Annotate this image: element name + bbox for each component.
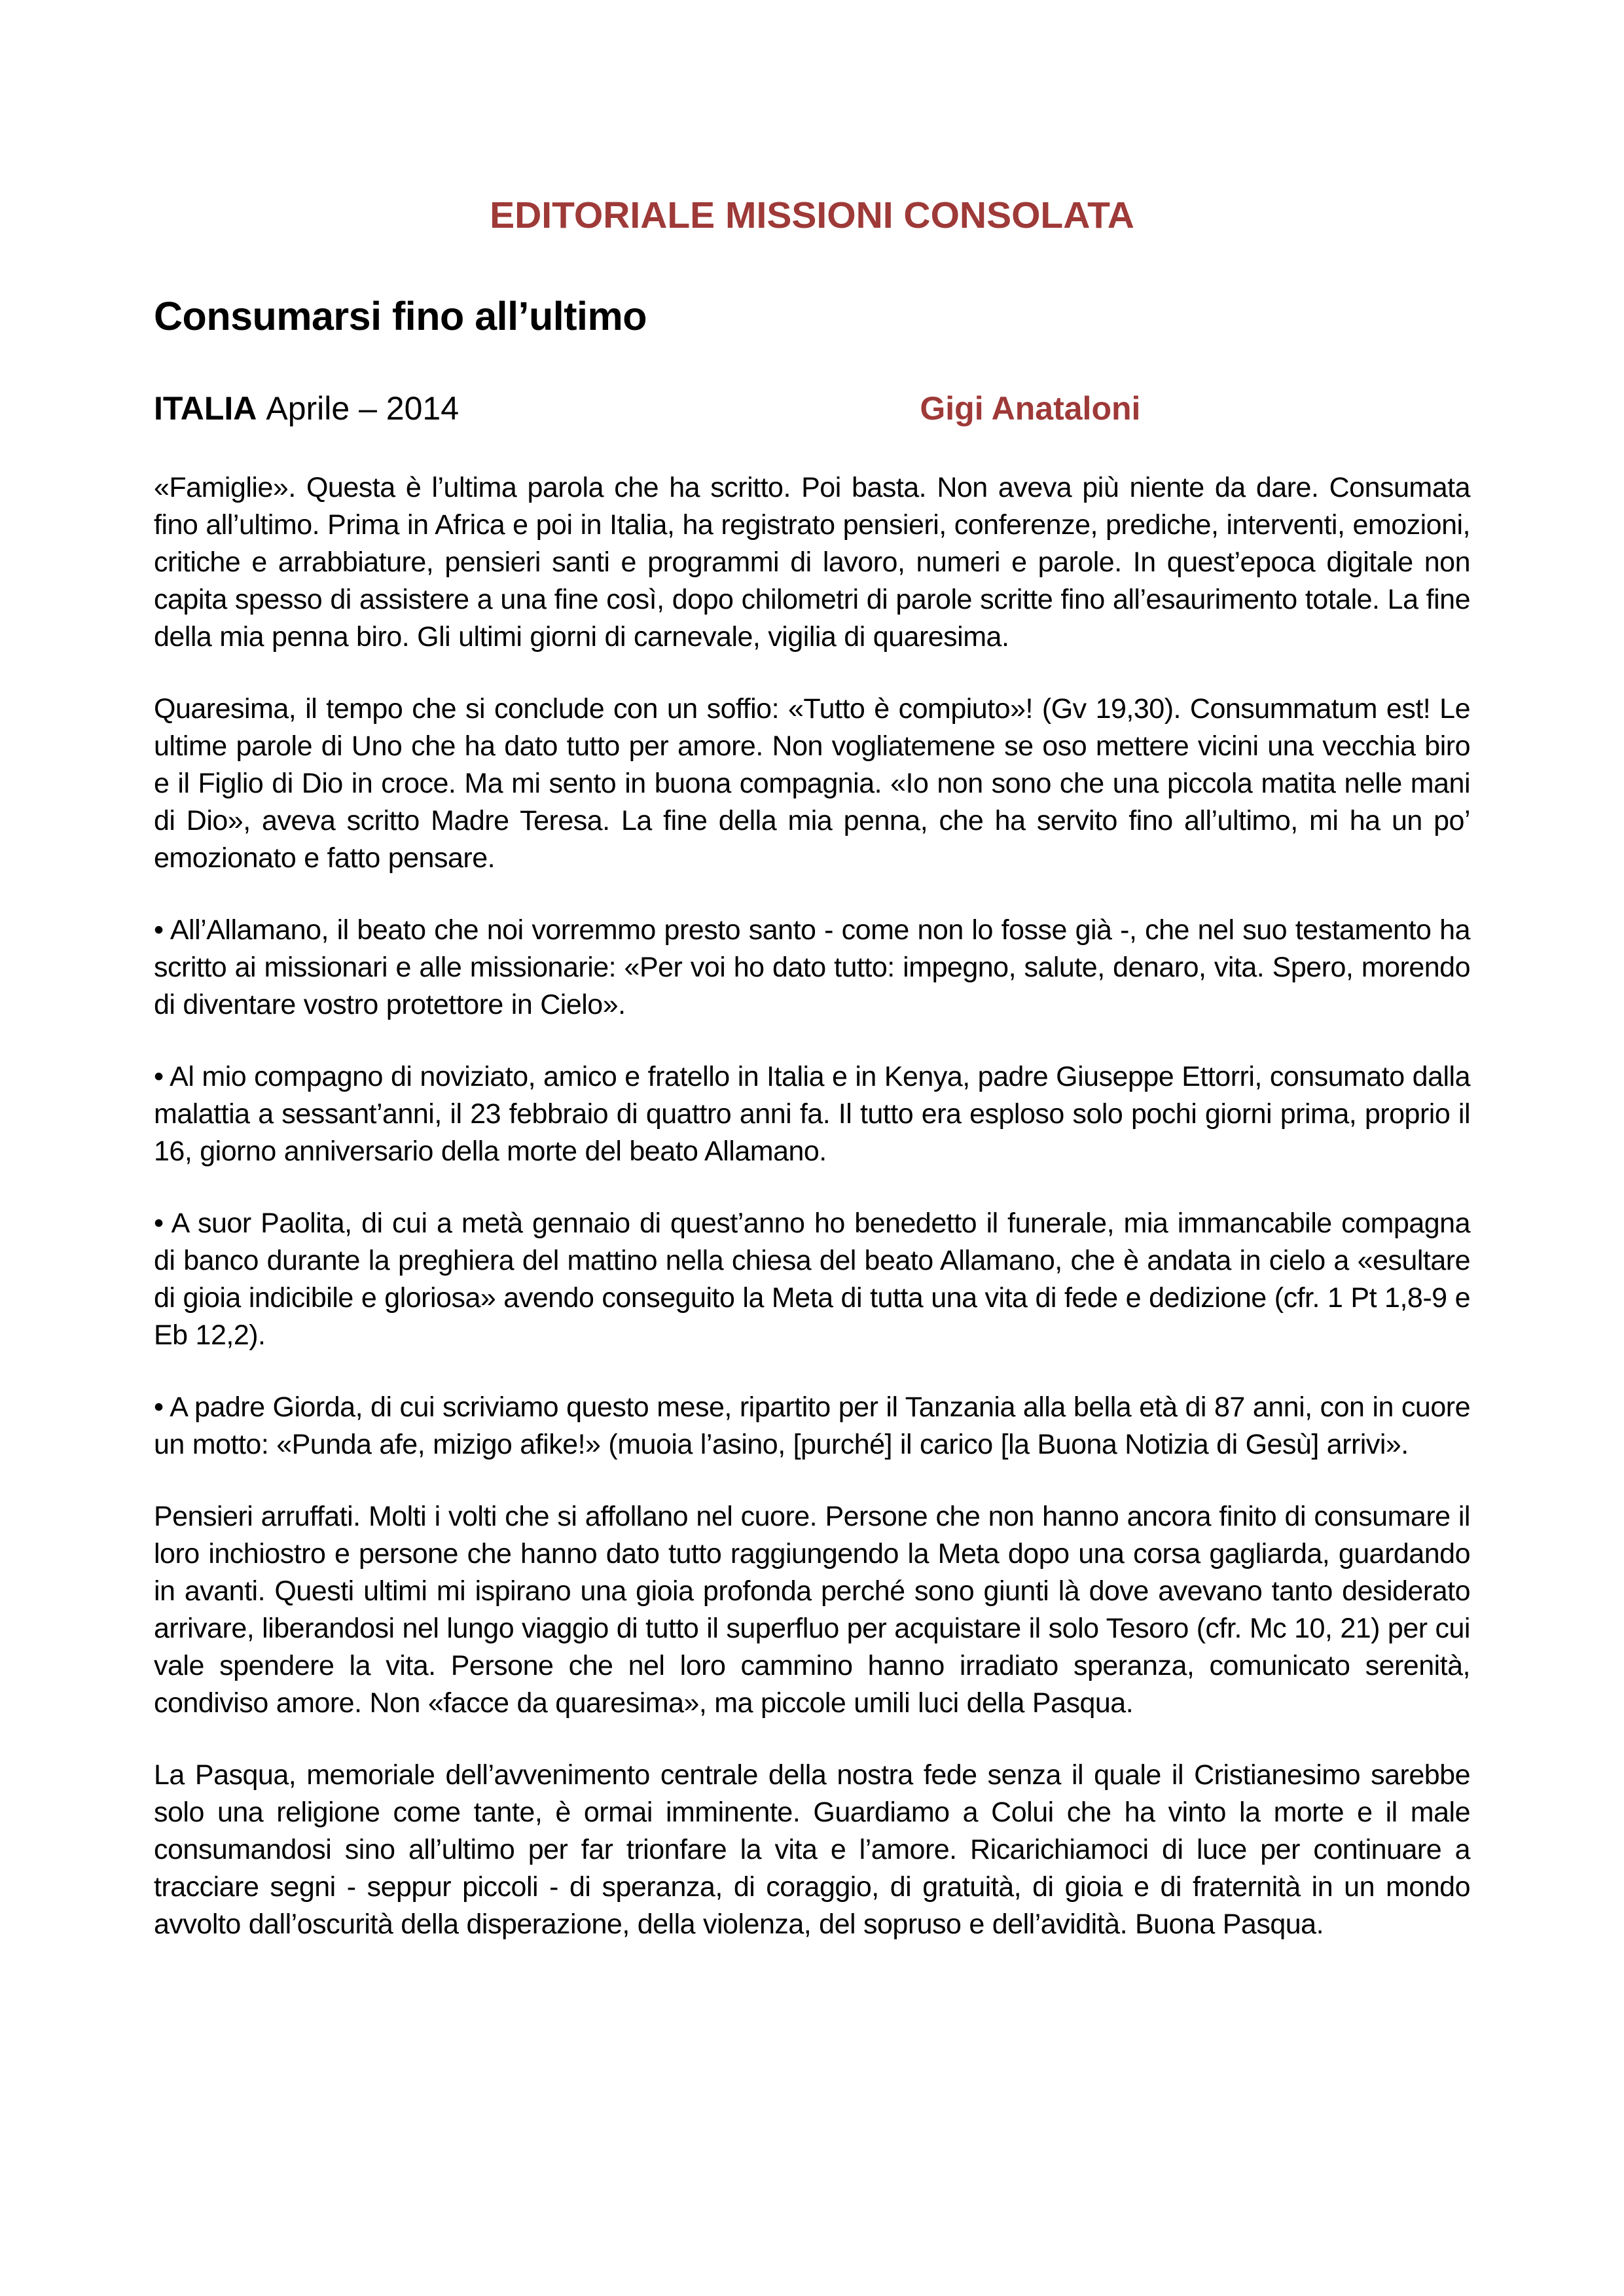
article-paragraph-bullet-paolita: • A suor Paolita, di cui a metà gennaio di quest’anno ho benedetto il funerale, mia immancabile compagna di banco durante la preghiera del mattino nella chiesa del beato Allamano, che è andata in cielo a «esultare di gioia indicibile e gloriosa» avendo conseguito la Meta di tutta una vita di fede e dedizione (cfr. 1 Pt 1,8-9 e Eb 12,2).: [154, 1208, 1470, 1351]
dateline-place: ITALIA: [154, 390, 257, 427]
article-paragraph-bullet-ettorri: • Al mio compagno di noviziato, amico e fratello in Italia e in Kenya, padre Giuseppe Ettorri, consumato dalla malattia a sessant’anni, il 23 febbraio di quattro anni fa. Il tutto era esploso solo pochi giorni prima, proprio il 16, giorno anniversario della morte del beato Allamano.: [154, 1061, 1470, 1167]
byline-author: Gigi Anataloni: [920, 390, 1141, 427]
article-paragraph-1: «Famiglie». Questa è l’ultima parola che ha scritto. Poi basta. Non aveva più niente da dare. Consumata fino all’ultimo. Prima in Africa e poi in Italia, ha registrato pensieri, conferenze, prediche, interventi, emozioni, critiche e arrabbiature, pensieri santi e programmi di lavoro, numeri e parole. In quest’epoca digitale non capita spesso di assistere a una fine così, dopo chilometri di parole scritte fino all’esaurimento totale. La fine della mia penna biro. Gli ultimi giorni di carnevale, vigilia di quaresima.: [154, 472, 1470, 653]
article-paragraph-7: Pensieri arruffati. Molti i volti che si affollano nel cuore. Persone che non hanno ancora finito di consumare il loro inchiostro e persone che hanno dato tutto raggiungendo la Meta dopo una corsa gagliarda, guardando in avanti. Questi ultimi mi ispirano una gioia profonda perché sono giunti là dove avevano tanto desiderato arrivare, liberandosi nel lungo viaggio di tutto il superfluo per acquistare il solo Tesoro (cfr. Mc 10, 21) per cui vale spendere la vita. Persone che nel loro cammino hanno irradiato speranza, comunicato serenità, condiviso amore. Non «facce da quaresima», ma piccole umili luci della Pasqua.: [154, 1501, 1470, 1719]
article-paragraph-2: Quaresima, il tempo che si conclude con un soffio: «Tutto è compiuto»! (Gv 19,30). Consummatum est! Le ultime parole di Uno che ha dato tutto per amore. Non vogliatemene se oso mettere vicini una vecchia biro e il Figlio di Dio in croce. Ma mi sento in buona compagnia. «Io non sono che una piccola matita nelle mani di Dio», aveva scritto Madre Teresa. La fine della mia penna, che ha servito fino all’ultimo, mi ha un po’ emozionato e fatto pensare.: [154, 693, 1470, 874]
dateline-date: Aprile – 2014: [266, 390, 460, 427]
article-title: Consumarsi fino all’ultimo: [154, 294, 647, 338]
article-paragraph-bullet-allamano: • All’Allamano, il beato che noi vorremmo presto santo - come non lo fosse già -, che nel suo testamento ha scritto ai missionari e alle missionarie: «Per voi ho dato tutto: impegno, salute, denaro, vita. Spero, morendo di diventare vostro protettore in Cielo».: [154, 914, 1470, 1020]
dateline: [154, 390, 1470, 427]
article-paragraph-bullet-giorda: • A padre Giorda, di cui scriviamo questo mese, ripartito per il Tanzania alla bella età di 87 anni, con in cuore un motto: «Punda afe, mizigo afike!» (muoia l’asino, [purché] il carico [la Buona Notizia di Gesù] arrivi».: [154, 1391, 1470, 1460]
editorial-kicker: EDITORIALE MISSIONI CONSOLATA: [490, 194, 1134, 236]
article-paragraph-8: La Pasqua, memoriale dell’avvenimento centrale della nostra fede senza il quale il Cristianesimo sarebbe solo una religione come tante, è ormai imminente. Guardiamo a Colui che ha vinto la morte e il male consumandosi sino all’ultimo per far trionfare la vita e l’amore. Ricarichiamoci di luce per continuare a tracciare segni - seppur piccoli - di speranza, di coraggio, di gratuità, di gioia e di fraternità in un mondo avvolto dall’oscurità della disperazione, della violenza, del sopruso e dell’avidità. Buona Pasqua.: [154, 1759, 1470, 1940]
